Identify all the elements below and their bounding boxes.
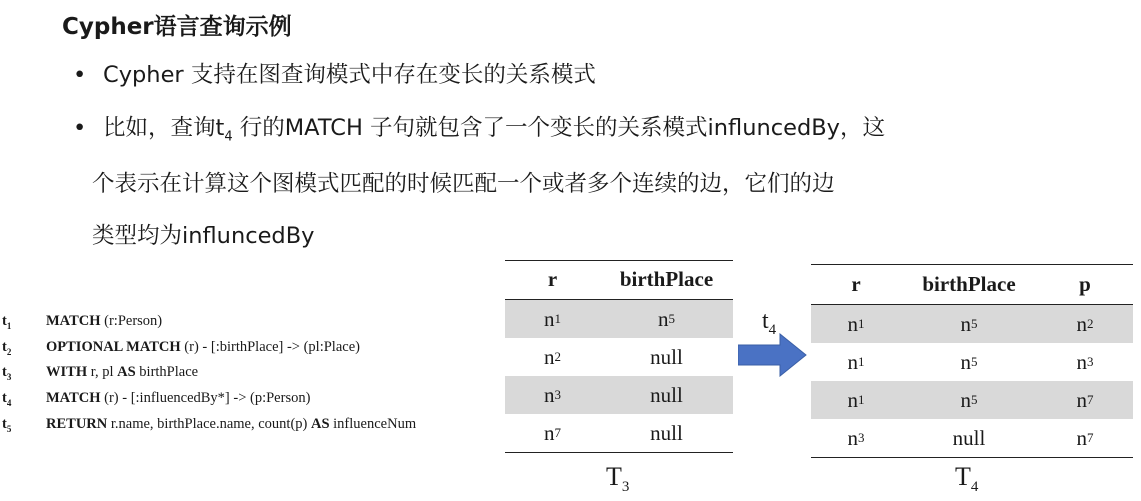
t4-caption-sub: 4	[970, 479, 979, 496]
table-cell: null	[650, 420, 683, 445]
code-text: MATCH (r) - [:influencedBy*] -> (p:Person)	[46, 390, 311, 406]
code-text: MATCH (r:Person)	[46, 313, 163, 329]
bullet-2-line-2: 个表示在计算这个图模式匹配的时候匹配一个或者多个连续的边，它们的边	[92, 171, 835, 197]
t4-caption-text: T	[955, 462, 971, 491]
bullet-dot: •	[73, 62, 87, 88]
bullet-1-text: Cypher 支持在图查询模式中存在变长的关系模式	[103, 62, 596, 88]
table-cell: n 7	[1076, 425, 1094, 450]
table-header-row	[505, 260, 733, 299]
bullet-2-pre: 比如，查询t	[103, 115, 225, 141]
table-cell: n 3	[847, 425, 865, 450]
table-cell: n 7	[544, 420, 561, 445]
table-cell: n 5	[960, 387, 978, 412]
table-t4	[811, 264, 1133, 456]
table-cell: null	[650, 382, 683, 407]
table-cell: n 2	[544, 344, 561, 369]
bullet-dot: •	[73, 115, 87, 141]
table-cell: n 1	[847, 349, 865, 374]
t3-caption	[606, 462, 629, 496]
table-row	[811, 419, 1133, 457]
table-cell: null	[650, 344, 683, 369]
arrow-label-sub: 4	[768, 321, 777, 338]
table-rule	[811, 457, 1133, 458]
t3-caption-sub: 3	[621, 479, 630, 496]
table-cell: n 1	[847, 387, 865, 412]
table-cell: n 1	[847, 311, 865, 336]
table-row	[505, 300, 733, 338]
line-number: $t_1$	[2, 313, 12, 331]
code-text: OPTIONAL MATCH (r) - [:birthPlace] -> (pl:Place)	[46, 339, 360, 355]
table-row	[505, 338, 733, 376]
table-cell: null	[952, 425, 986, 450]
arrow-label-text: t	[762, 308, 769, 334]
table-cell: n 5	[960, 311, 978, 336]
table-cell: n 7	[1076, 387, 1094, 412]
table-header-row	[811, 264, 1133, 304]
table-cell: n 2	[1076, 311, 1094, 336]
column-header: p	[1079, 271, 1091, 296]
column-header: r	[851, 271, 861, 296]
t4-caption	[955, 462, 978, 496]
table-t3	[505, 260, 733, 452]
table-row	[505, 414, 733, 452]
line-number: $t_5$	[2, 416, 12, 434]
table-cell: n 3	[544, 382, 561, 407]
line-number: $t_3$	[2, 364, 12, 382]
table-rule	[505, 452, 733, 453]
table-row	[811, 343, 1133, 381]
bullet-2-line-3: 类型均为influncedBy	[92, 223, 315, 249]
bullet-2-sub: 4	[224, 129, 233, 145]
line-number: $t_4$	[2, 390, 12, 408]
code-text: RETURN r.name, birthPlace.name, count(p) AS influenceNum	[46, 416, 417, 432]
line-number: $t_2$	[2, 339, 12, 357]
table-cell: n 3	[1076, 349, 1094, 374]
t3-caption-text: T	[606, 462, 622, 491]
table-row	[505, 376, 733, 414]
table-row	[811, 381, 1133, 419]
column-header: r	[547, 267, 558, 291]
table-cell: n 1	[544, 306, 561, 331]
column-header: birthPlace	[922, 271, 1016, 296]
bullet-2-text	[103, 108, 885, 158]
slide-title: Cypher语言查询示例	[62, 14, 292, 40]
table-cell: n 5	[658, 306, 675, 331]
table-row	[811, 305, 1133, 343]
code-text: WITH r, pl AS birthPlace	[46, 364, 199, 380]
right-arrow-icon	[738, 333, 808, 377]
bullet-2-post: 行的MATCH 子句就包含了一个变长的关系模式influncedBy，这	[232, 115, 885, 141]
column-header: birthPlace	[619, 267, 714, 291]
table-cell: n 5	[960, 349, 978, 374]
